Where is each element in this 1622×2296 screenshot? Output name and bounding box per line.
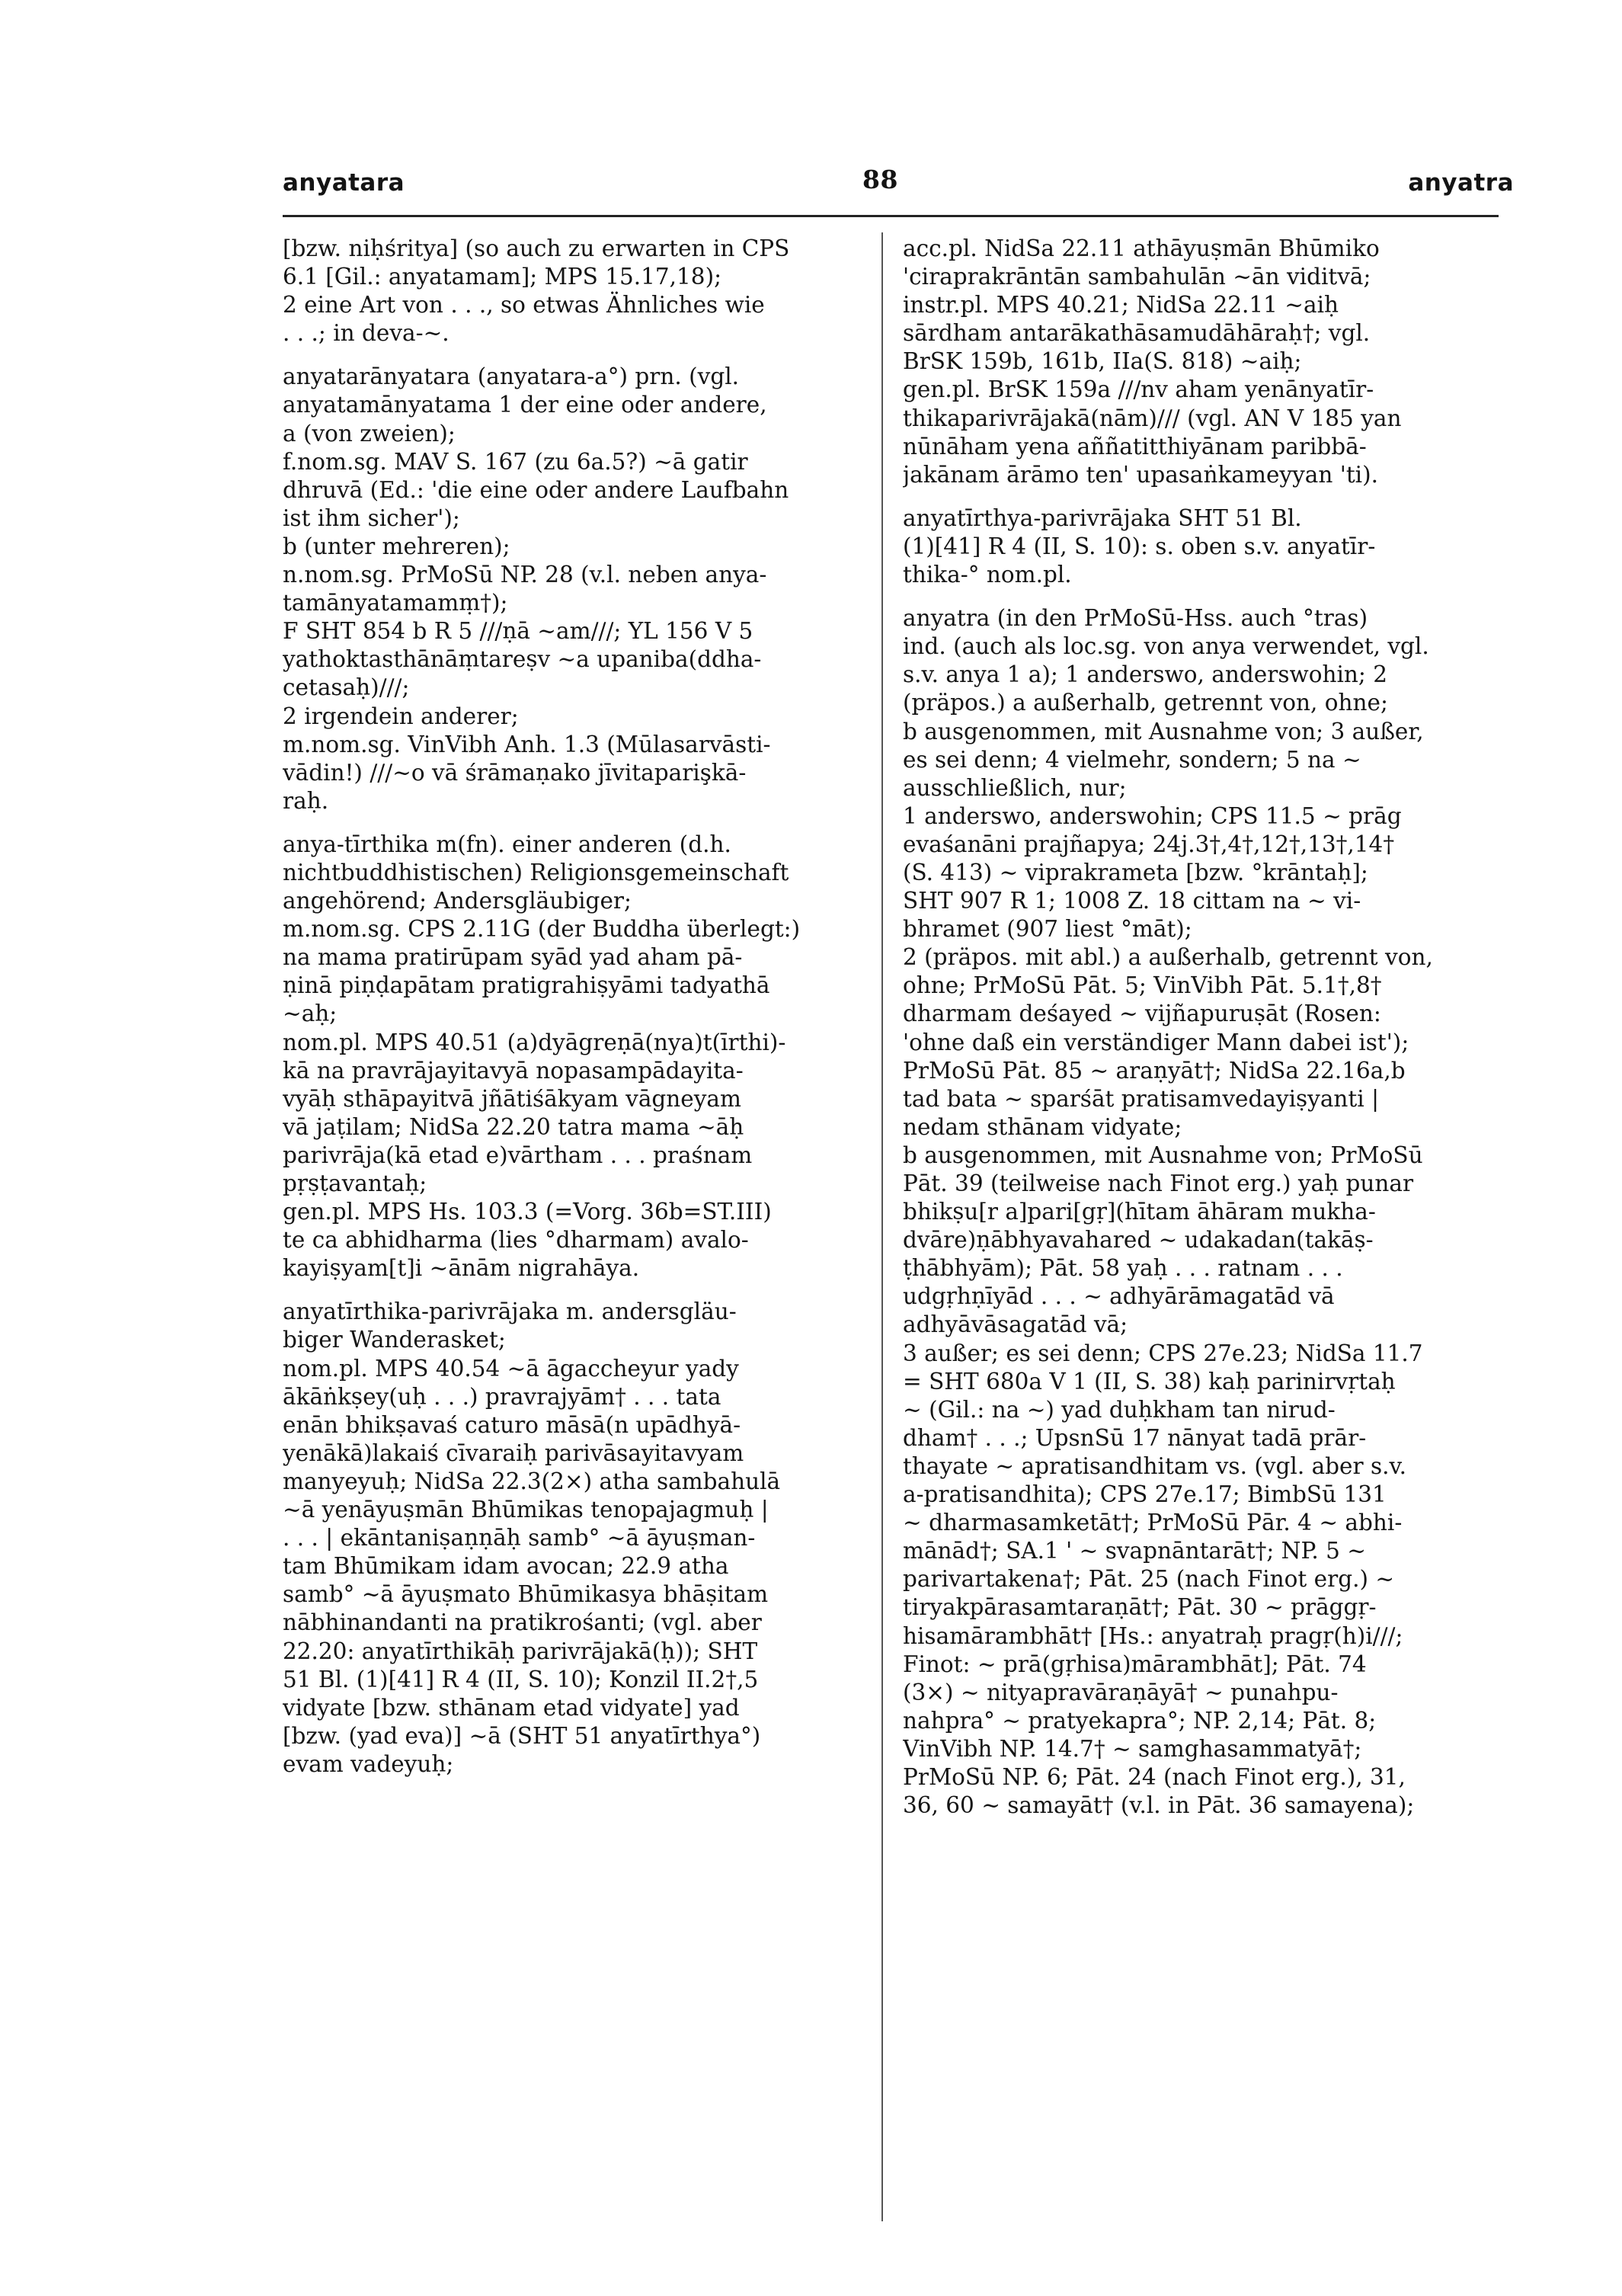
text-line: PrMoSū NP. 6; Pāt. 24 (nach Finot erg.), 31, — [903, 1763, 1406, 1790]
text-line: ist ihm sicher'); — [283, 504, 460, 531]
text-line: = SHT 680a V 1 (II, S. 38) kaḥ parinirvṛtaḥ — [903, 1368, 1396, 1395]
text-line: gen.pl. MPS Hs. 103.3 (=Vorg. 36b=ST.III) — [283, 1199, 772, 1225]
text-line: parivrāja(kā etad e)vārtham . . . praśnam — [283, 1142, 753, 1168]
text-line: (3×) ~ nityapravāraṇāyā† ~ punahpu- — [903, 1679, 1339, 1705]
text-line: ~ā yenāyuṣmān Bhūmikas tenopajagmuḥ | — [283, 1497, 769, 1523]
text-line: nedam sthānam vidyate; — [903, 1113, 1182, 1140]
entry-gap — [283, 347, 877, 363]
text-line: evaśanāni prajñapya; 24j.3†,4†,12†,13†,14† — [903, 831, 1395, 857]
text-line: bhramet (907 liest °māt); — [903, 916, 1192, 943]
text-line: kā na pravrājayitavyā nopasampādayita- — [283, 1057, 744, 1084]
text-line: 1 anderswo, anderswohin; CPS 11.5 ~ prāg — [903, 802, 1402, 829]
entry-gap — [283, 1282, 877, 1298]
text-line: nābhinandanti na pratikrośanti; (vgl. aber — [283, 1609, 762, 1636]
text-line: b (unter mehreren); — [283, 533, 510, 559]
text-line: [bzw. (yad eva)] ~ā (SHT 51 anyatīrthya°) — [283, 1722, 761, 1749]
text-line: yathoktasthānāṃtareṣv ~a upaniba(ddha- — [283, 646, 762, 673]
text-line: 51 Bl. (1)[41] R 4 (II, S. 10); Konzil II.2†,5 — [283, 1666, 759, 1692]
text-line: thayate ~ apratisandhitam vs. (vgl. aber s.v. — [903, 1452, 1407, 1479]
entry-gap — [283, 815, 877, 831]
text-line: s.v. anya 1 a); 1 anderswo, anderswohin; 2 — [903, 661, 1387, 688]
text-line: anyatīrthika-parivrājaka m. andersgläu- — [283, 1299, 737, 1325]
text-line: acc.pl. NidSa 22.11 athāyuṣmān Bhūmiko — [903, 235, 1380, 261]
running-head-left: anyatara — [283, 169, 405, 197]
text-line: thikaparivrājakā(nām)/// (vgl. AN V 185 yan — [903, 405, 1402, 431]
text-line: (S. 413) ~ viprakrameta [bzw. °krāntaḥ]; — [903, 859, 1368, 885]
text-line: m.nom.sg. VinVibh Anh. 1.3 (Mūlasarvāsti- — [283, 731, 771, 757]
text-line: dham† . . .; UpsnSū 17 nānyat tadā prār- — [903, 1424, 1367, 1451]
text-line: cetasaḥ)///; — [283, 674, 410, 701]
text-line: ~ dharmasamketāt†; PrMoSū Pār. 4 ~ abhi- — [903, 1510, 1403, 1536]
text-line: te ca abhidharma (lies °dharmam) avalo- — [283, 1227, 749, 1254]
text-line: tamānyatamamṃ†); — [283, 590, 508, 616]
text-line: tad bata ~ sparśāt pratisamvedayiṣyanti | — [903, 1085, 1380, 1112]
text-line: angehörend; Andersgläubiger; — [283, 888, 632, 914]
text-line: dharmam deśayed ~ vijñapuruṣāt (Rosen: — [903, 1001, 1381, 1027]
text-line: (präpos.) a außerhalb, getrennt von, ohne; — [903, 690, 1388, 716]
text-line: Pāt. 39 (teilweise nach Finot erg.) yaḥ punar — [903, 1170, 1414, 1196]
text-line: 36, 60 ~ samayāt† (v.l. in Pāt. 36 samayena); — [903, 1792, 1415, 1819]
text-line: . . . | ekāntaniṣaṇṇāḥ samb° ~ā āyuṣman- — [283, 1525, 756, 1551]
text-line: VinVibh NP. 14.7† ~ samghasammatyā†; — [903, 1735, 1362, 1762]
text-line: anyatīrthya-parivrājaka SHT 51 Bl. — [903, 504, 1302, 531]
text-line: vā jaṭilam; NidSa 22.20 tatra mama ~āḥ — [283, 1113, 744, 1140]
text-line: F SHT 854 b R 5 ///ṇā ~am///; YL 156 V 5 — [283, 618, 753, 645]
text-line: kayiṣyam[t]i ~ānām nigrahāya. — [283, 1255, 640, 1282]
text-line: 3 außer; es sei denn; CPS 27e.23; NidSa 11.7 — [903, 1340, 1423, 1366]
text-line: bhikṣu[r a]pari[gṛ](hītam āhāram mukha- — [903, 1199, 1376, 1225]
text-line: vādin!) ///~o vā śrāmaṇako jīvitaparişkā- — [283, 759, 747, 786]
text-line: nichtbuddhistischen) Religionsgemeinschaft — [283, 859, 789, 885]
text-line: dhruvā (Ed.: 'die eine oder andere Laufbahn — [283, 476, 789, 503]
text-line: tam Bhūmikam idam avocan; 22.9 atha — [283, 1553, 729, 1580]
left-column — [283, 235, 877, 1779]
text-line: instr.pl. MPS 40.21; NidSa 22.11 ~aiḥ — [903, 292, 1339, 319]
text-line: es sei denn; 4 vielmehr, sondern; 5 na ~ — [903, 746, 1361, 773]
text-line: ~ (Gil.: na ~) yad duḥkham tan nirud- — [903, 1396, 1336, 1423]
text-line: 2 eine Art von . . ., so etwas Ähnliches wie — [283, 292, 765, 319]
text-line: n.nom.sg. PrMoSū NP. 28 (v.l. neben anya- — [283, 562, 767, 588]
text-line: ind. (auch als loc.sg. von anya verwendet, vgl. — [903, 633, 1429, 660]
text-line: b ausgenommen, mit Ausnahme von; PrMoSū — [903, 1142, 1423, 1168]
text-line: 2 (präpos. mit abl.) a außerhalb, getrennt von, — [903, 944, 1433, 971]
text-line: SHT 907 R 1; 1008 Z. 18 cittam na ~ vi- — [903, 888, 1361, 914]
text-line: 'ohne daß ein verständiger Mann dabei ist'); — [903, 1029, 1409, 1055]
text-line: biger Wanderasket; — [283, 1327, 506, 1353]
text-line: a-pratisandhita); CPS 27e.17; BimbSū 131 — [903, 1481, 1387, 1508]
text-line: f.nom.sg. MAV S. 167 (zu 6a.5?) ~ā gatir — [283, 448, 748, 475]
text-line: 22.20: anyatīrthikāḥ parivrājakā(ḥ)); SHT — [283, 1638, 758, 1664]
text-line: ohne; PrMoSū Pāt. 5; VinVibh Pāt. 5.1†,8† — [903, 972, 1382, 999]
text-line: dvāre)ṇābhyavahared ~ udakadan(takāṣ- — [903, 1227, 1374, 1254]
text-line: gen.pl. BrSK 159a ///nv aham yenānyatīr- — [903, 376, 1374, 403]
text-line: anya-tīrthika m(fn). einer anderen (d.h. — [283, 831, 731, 857]
text-line: 6.1 [Gil.: anyatamam]; MPS 15.17,18); — [283, 264, 722, 290]
right-column — [903, 235, 1499, 1820]
page-number: 88 — [862, 165, 898, 194]
text-line: 2 irgendein anderer; — [283, 703, 519, 729]
text-line: samb° ~ā āyuṣmato Bhūmikasya bhāṣitam — [283, 1581, 769, 1608]
text-line: vidyate [bzw. sthānam etad vidyate] yad — [283, 1694, 740, 1721]
text-line: manyeyuḥ; NidSa 22.3(2×) atha sambahulā — [283, 1468, 781, 1494]
text-line: 'ciraprakrāntān sambahulān ~ān viditvā; — [903, 264, 1371, 290]
text-line: vyāḥ sthāpayitvā jñātiśākyam vāgneyam — [283, 1085, 741, 1112]
text-line: BrSK 159b, 161b, IIa(S. 818) ~aiḥ; — [903, 348, 1302, 375]
text-line: adhyāvāsagatād vā; — [903, 1311, 1128, 1338]
text-line: b ausgenommen, mit Ausnahme von; 3 außer, — [903, 718, 1424, 745]
text-line: Finot: ~ prā(gṛhisa)mārambhāt]; Pāt. 74 — [903, 1651, 1367, 1677]
text-line: (1)[41] R 4 (II, S. 10): s. oben s.v. anyatīr- — [903, 533, 1376, 559]
text-line: nahpra° ~ pratyekapra°; NP. 2,14; Pāt. 8; — [903, 1707, 1377, 1734]
text-line: evam vadeyuḥ; — [283, 1750, 454, 1777]
text-line: nom.pl. MPS 40.51 (a)dyāgreṇā(nya)t(īrthi)- — [283, 1029, 786, 1055]
text-line: yenākā)lakaiś cīvaraiḥ parivāsayitavyam — [283, 1439, 744, 1466]
text-line: . . .; in deva-~. — [283, 320, 449, 347]
header-rule — [283, 215, 1499, 217]
text-line: hisamārambhāt† [Hs.: anyatraḥ pragṛ(h)i///; — [903, 1622, 1403, 1649]
text-line: udgṛhṇīyād . . . ~ adhyārāmagatād vā — [903, 1283, 1335, 1310]
text-line: anyatamānyatama 1 der eine oder andere, — [283, 392, 767, 418]
text-line: ṭhābhyām); Pāt. 58 yaḥ . . . ratnam . . . — [903, 1255, 1343, 1282]
text-line: na mama pratirūpam syād yad aham pā- — [283, 944, 743, 971]
text-line: anyatra (in den PrMoSū-Hss. auch °tras) — [903, 605, 1368, 632]
column-divider — [881, 232, 883, 2221]
entry-gap — [903, 489, 1499, 504]
text-line: ausschließlich, nur; — [903, 774, 1127, 801]
text-line: ~aḥ; — [283, 1001, 338, 1027]
running-head-right: anyatra — [1408, 169, 1514, 197]
text-line: [bzw. niḥśritya] (so auch zu erwarten in CPS — [283, 235, 790, 261]
text-line: PrMoSū Pāt. 85 ~ araṇyāt†; NidSa 22.16a,b — [903, 1057, 1406, 1084]
text-line: sārdham antarākathāsamudāhāraḥ†; vgl. — [903, 320, 1371, 347]
text-line: mānād†; SA.1 ' ~ svapnāntarāt†; NP. 5 ~ — [903, 1538, 1366, 1564]
text-line: parivartakena†; Pāt. 25 (nach Finot erg.) ~ — [903, 1566, 1395, 1593]
text-line: ṇinā piṇḍapātam pratigrahiṣyāmi tadyathā — [283, 972, 770, 999]
text-line: pṛṣṭavantaḥ; — [283, 1170, 427, 1196]
text-line: m.nom.sg. CPS 2.11G (der Buddha überlegt:) — [283, 916, 801, 943]
text-line: nūnāham yena aññatitthiyānam paribbā- — [903, 433, 1367, 460]
text-line: a (von zweien); — [283, 420, 456, 447]
text-line: tiryakpārasamtaraṇāt†; Pāt. 30 ~ prāggṛ- — [903, 1594, 1377, 1621]
text-line: raḥ. — [283, 787, 329, 814]
text-line: nom.pl. MPS 40.54 ~ā āgaccheyur yady — [283, 1355, 739, 1382]
text-line: anyatarānyatara (anyatara-a°) prn. (vgl. — [283, 363, 740, 390]
text-line: ākāṅkṣey(uḥ . . .) pravrajyām† . . . tata — [283, 1383, 721, 1410]
text-line: thika-° nom.pl. — [903, 562, 1072, 588]
text-line: enān bhikṣavaś caturo māsā(n upādhyā- — [283, 1411, 741, 1438]
entry-gap — [903, 589, 1499, 604]
text-line: jakānam ārāmo ten' upasaṅkameyyan 'ti). — [903, 461, 1378, 488]
